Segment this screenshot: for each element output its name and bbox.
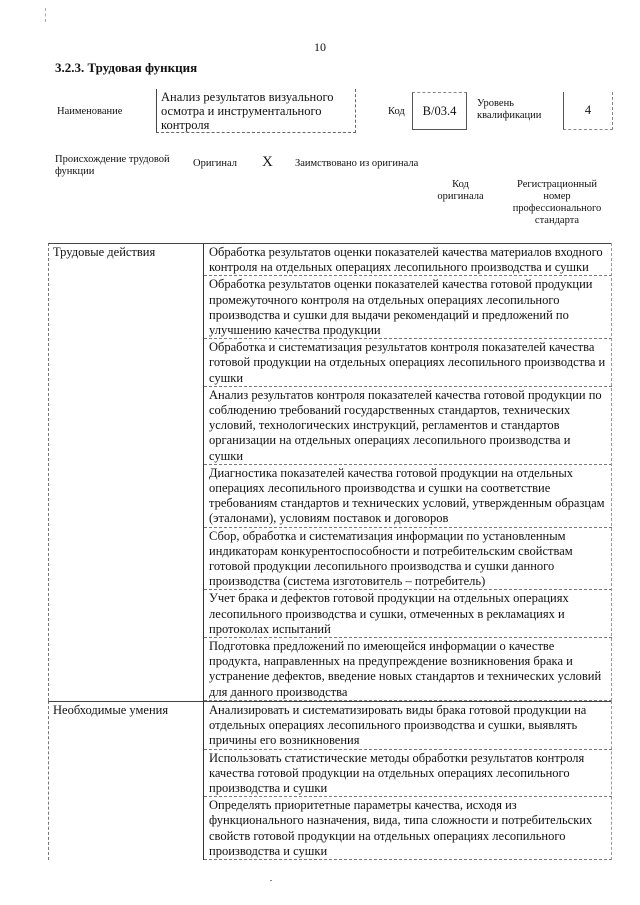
list-item: Обработка результатов оценки показателей качества материалов входного контроля на отдельных операциях лесопильного производства и сушки — [204, 243, 612, 276]
section-title-actions: Трудовые действия — [48, 243, 204, 701]
table-right-border — [611, 701, 612, 860]
scan-speck — [270, 880, 272, 881]
registration-number-caption: Регистрационный номер профессионального стандарта — [512, 179, 602, 226]
table-right-border — [611, 243, 612, 701]
function-name-value: Анализ результатов визуального осмотра и инструментального контроля — [156, 89, 356, 133]
list-item: Обработка результатов оценки показателей качества готовой продукции промежуточного контроля на отдельных операциях лесопильного производства и сушки для выдачи рекомендаций и предложений по улучшению качества продукции — [204, 276, 612, 339]
section-row-actions — [48, 243, 612, 701]
function-table — [48, 243, 612, 860]
section-title-skills: Необходимые умения — [48, 701, 204, 860]
section-title: 3.2.3. Трудовая функция — [55, 60, 198, 75]
scan-mark — [45, 8, 47, 22]
origin-label: Происхождение трудовой функции — [55, 154, 170, 177]
list-item: Диагностика показателей качества готовой продукции на отдельных операциях лесопильного производства и сушки на соответствие требованиям стандартов и технических условий, утвержденным образцам (эталонами), условиям поставок и договоров — [204, 465, 612, 528]
list-item: Обработка и систематизация результатов контроля показателей качества готовой продукции на отдельных операциях лесопильного производства и сушки — [204, 339, 612, 387]
actions-list — [204, 243, 612, 701]
list-item: Определять приоритетные параметры качества, исходя из функционального назначения, вида, типа сложности и потребительских свойств готовой продукции на отдельных операциях лесопильного производства и сушки — [204, 797, 612, 860]
list-item: Сбор, обработка и систематизация информации по установленным индикаторам конкурентоспособности и потребительским свойствам готовой продукции лесопильного производства и сушки данного производства (система изготовитель – потребитель) — [204, 528, 612, 591]
page-number: 10 — [314, 40, 326, 54]
origin-borrowed: Заимствовано из оригинала — [295, 158, 419, 169]
qualification-level-value: 4 — [563, 92, 613, 130]
code-value: В/03.4 — [412, 92, 467, 130]
name-label: Наименование — [57, 106, 123, 117]
list-item: Анализ результатов контроля показателей качества готовой продукции по соблюдению требований государственных стандартов, технических условий, технологических инструкций, регламентов и стандартов организации на отдельных операциях лесопильного производства и сушки — [204, 387, 612, 465]
list-item: Использовать статистические методы обработки результатов контроля качества готовой продукции на отдельных операциях лесопильного производства и сушки — [204, 750, 612, 798]
list-item: Анализировать и систематизировать виды брака готовой продукции на отдельных операциях лесопильного производства и сушки, выявлять причины его возникновения — [204, 701, 612, 750]
qualification-level-label: Уровень квалификации — [477, 98, 542, 121]
skills-list — [204, 701, 612, 860]
origin-original: Оригинал — [193, 158, 237, 169]
list-item: Учет брака и дефектов готовой продукции на отдельных операциях лесопильного производства и сушки, отмеченных в рекламациях и протоколах испытаний — [204, 590, 612, 638]
origin-mark: X — [262, 154, 273, 170]
code-label: Код — [388, 106, 405, 117]
section-row-skills — [48, 701, 612, 860]
list-item: Подготовка предложений по имеющейся информации о качестве продукта, направленных на предупреждение возникновения брака и устранение дефектов, введение новых стандартов и технических условий для данного производства — [204, 638, 612, 701]
code-original-caption: Код оригинала — [437, 179, 484, 202]
